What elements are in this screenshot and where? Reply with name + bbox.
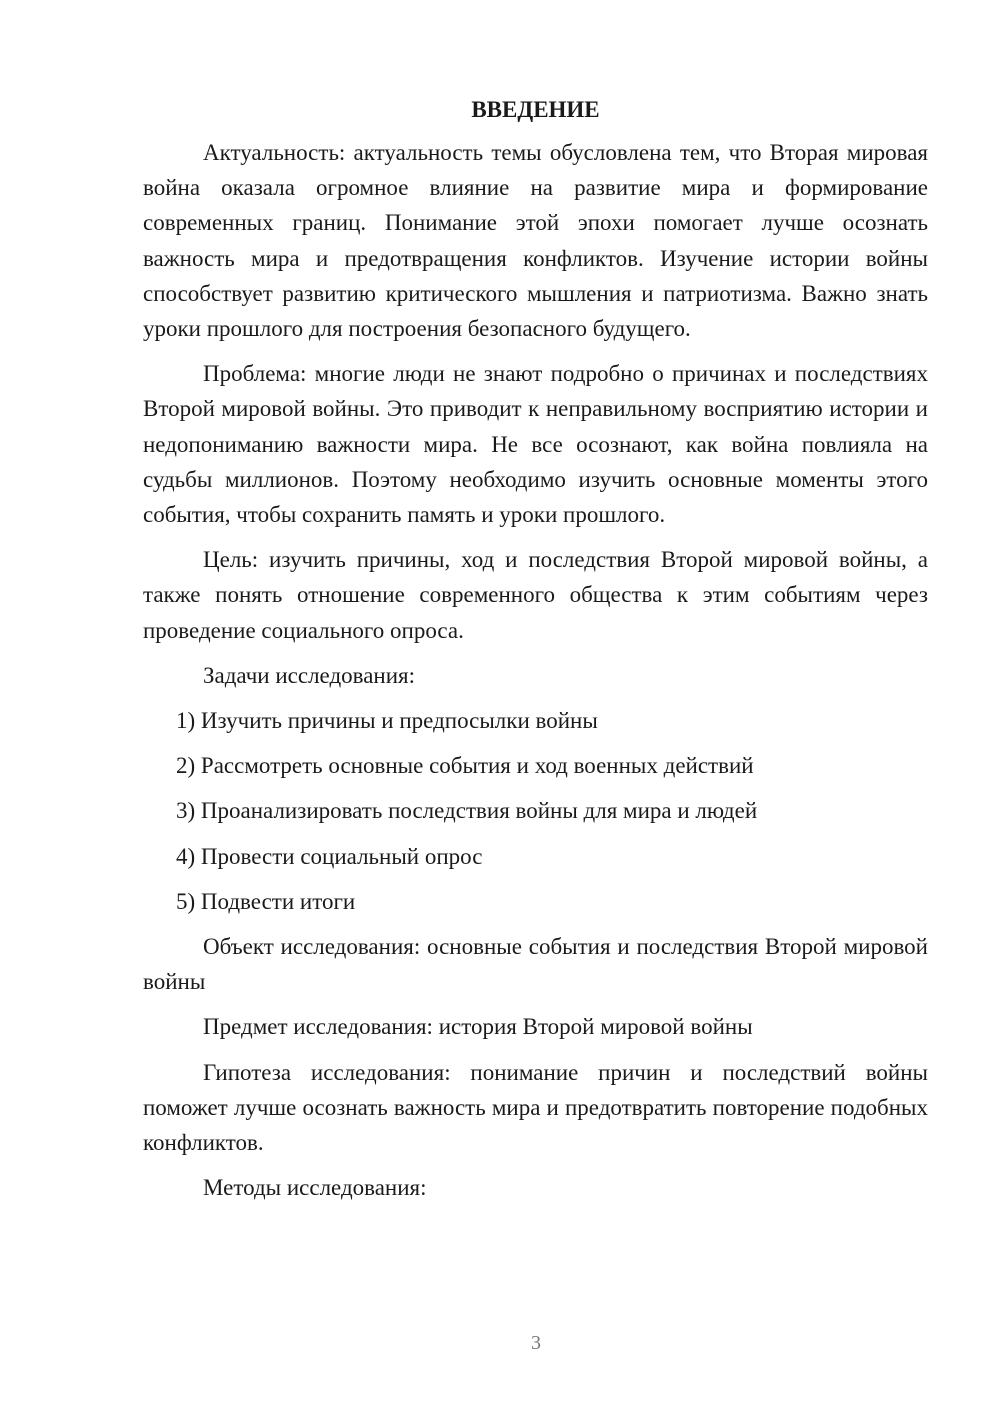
list-item: 1) Изучить причины и предпосылки войны xyxy=(176,708,598,734)
methods-heading: Методы исследования: xyxy=(203,1175,427,1201)
page-content xyxy=(143,92,928,1215)
hypothesis-paragraph: Гипотеза исследования: понимание причин и последствий войны поможет лучше осознать важность мира и предотвратить повторение подобных конфликтов. xyxy=(143,1059,928,1156)
subject-paragraph: Предмет исследования: история Второй мировой войны xyxy=(203,1014,753,1040)
list-item: 4) Провести социальный опрос xyxy=(176,843,483,869)
list-item: 2) Рассмотреть основные события и ход военных действий xyxy=(176,753,754,779)
page-number: 3 xyxy=(531,1332,541,1354)
object-paragraph: Объект исследования: основные события и последствия Второй мировой войны xyxy=(143,934,928,995)
tasks-list xyxy=(143,703,928,919)
tasks-heading: Задачи исследования: xyxy=(203,662,416,688)
list-item: 3) Проанализировать последствия войны для мира и людей xyxy=(176,798,758,824)
section-title: ВВЕДЕНИЕ xyxy=(471,97,600,122)
list-item: 5) Подвести итоги xyxy=(176,888,356,914)
goal-paragraph: Цель: изучить причины, ход и последствия Второй мировой войны, а также понять отношение современного общества к этим событиям через проведение социального опроса. xyxy=(143,547,928,643)
relevance-paragraph: Актуальность: актуальность темы обусловлена тем, что Вторая мировая война оказала огромное влияние на развитие мира и формирование современных границ. Понимание этой эпохи помогает лучше осознать важность мира и предотвращения конфликтов. Изучение истории войны способствует развитию критического мышления и патриотизма. Важно знать уроки прошлого для построения безопасного будущего. xyxy=(143,140,928,342)
problem-paragraph: Проблема: многие люди не знают подробно о причинах и последствиях Второй мировой войны. Это приводит к неправильному восприятию истории и недопониманию важности мира. Не все осознают, как война повлияла на судьбы миллионов. Поэтому необходимо изучить основные моменты этого события, чтобы сохранить память и уроки прошлого. xyxy=(143,361,928,528)
